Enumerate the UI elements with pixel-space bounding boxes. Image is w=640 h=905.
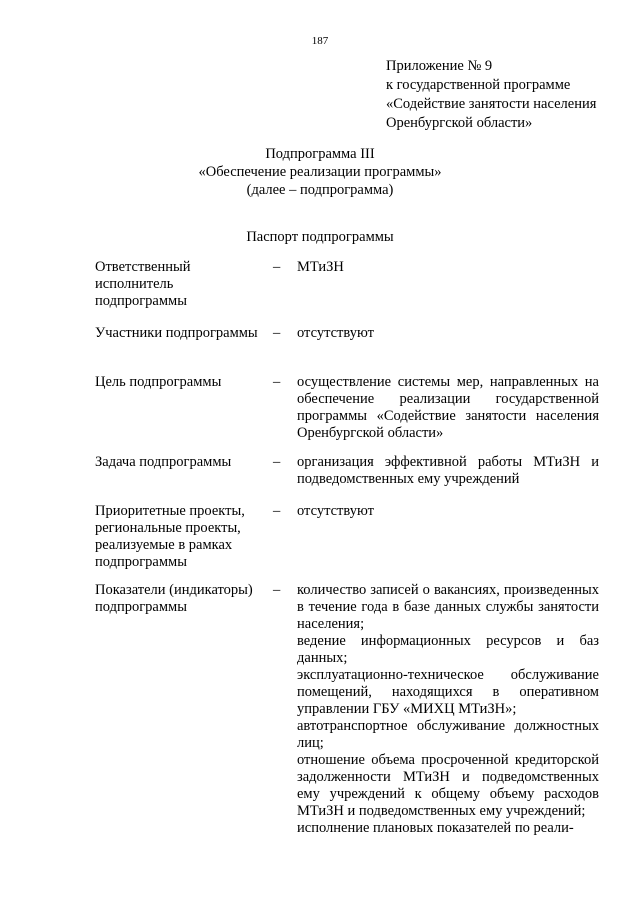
indicator-item: отношение объема просроченной кредиторской задолженности МТиЗН и подведомственных ему учреждений к общему объему расходов МТиЗН и подведомственных ему учреждений;	[297, 752, 599, 819]
subprogram-name: «Обеспечение реализации программы»	[198, 164, 442, 180]
row-value	[297, 454, 599, 488]
row-value-paragraph: отсутствуют	[297, 325, 374, 341]
row-dash: –	[273, 503, 281, 519]
row-dash: –	[273, 259, 281, 275]
row-dash: –	[273, 582, 281, 598]
passport-title: Паспорт подпрограммы	[246, 229, 394, 245]
row-label: Участники подпрограммы	[95, 325, 258, 341]
appendix-line: Приложение № 9	[386, 58, 493, 74]
row-value	[297, 582, 599, 837]
indicator-item: количество записей о вакансиях, произведенных в течение года в базе данных службы занятости населения;	[297, 582, 599, 632]
appendix-line: «Содействие занятости населения	[386, 96, 597, 112]
indicator-item: ведение информационных ресурсов и баз данных;	[297, 633, 599, 666]
appendix-line: к государственной программе	[386, 77, 571, 93]
appendix-line: Оренбургской области»	[386, 115, 533, 131]
row-label: Показатели (индикаторы) подпрограммы	[95, 582, 253, 615]
row-value-paragraph: отсутствуют	[297, 503, 374, 519]
row-dash: –	[273, 454, 281, 470]
page-number: 187	[311, 35, 329, 47]
subprogram-title: Подпрограмма III	[265, 146, 375, 162]
row-dash: –	[273, 325, 281, 341]
subprogram-note: (далее – подпрограмма)	[246, 182, 394, 198]
indicator-item: автотранспортное обслуживание должностных лиц;	[297, 718, 599, 751]
row-value	[297, 374, 599, 442]
row-label: Цель подпрограммы	[95, 374, 222, 390]
indicator-item: эксплуатационно-техническое обслуживание помещений, находящихся в оперативном управлении ГБУ «МИХЦ МТиЗН»;	[297, 667, 599, 717]
row-value	[297, 325, 599, 342]
row-value	[297, 259, 599, 276]
row-value	[297, 503, 599, 520]
row-label: Ответственный исполнитель подпрограммы	[95, 259, 191, 309]
row-label: Задача подпрограммы	[95, 454, 232, 470]
subprogram-heading	[0, 146, 640, 200]
row-value-paragraph: организация эффективной работы МТиЗН и подведомственных ему учреждений	[297, 454, 599, 487]
row-value-paragraph: осуществление системы мер, направленных на обеспечение реализации государственной программы «Содействие занятости населения Оренбургской области»	[297, 374, 599, 441]
row-value-paragraph: МТиЗН	[297, 259, 344, 275]
indicator-item: исполнение плановых показателей по реали-	[297, 820, 574, 836]
row-label: Приоритетные проекты, региональные проекты, реализуемые в рамках подпрограммы	[95, 503, 245, 570]
row-dash: –	[273, 374, 281, 390]
appendix-block	[386, 58, 626, 134]
